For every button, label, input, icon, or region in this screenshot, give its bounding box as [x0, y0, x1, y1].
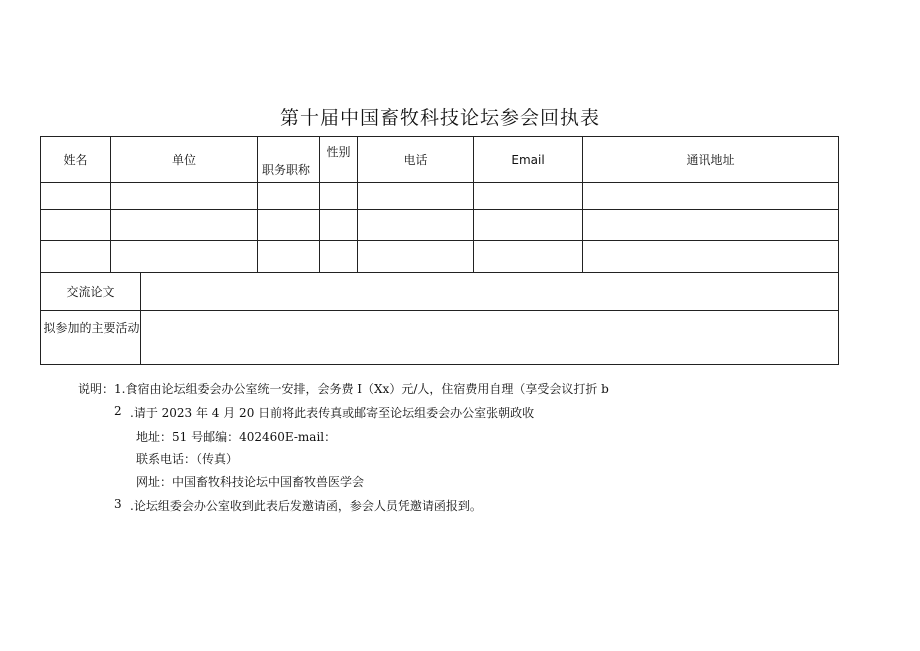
header-job-title: [258, 137, 320, 183]
cell-address[interactable]: [583, 183, 839, 210]
cell-phone[interactable]: [358, 241, 474, 273]
activities-row: [41, 311, 839, 365]
cell-email[interactable]: [474, 210, 583, 241]
address-line: 地址：51 号邮编：402460E-mail：: [136, 430, 337, 444]
cell-address[interactable]: [583, 241, 839, 273]
paper-row: [41, 273, 839, 311]
website-line: 网址：中国畜牧科技论坛中国畜牧兽医学会: [136, 475, 365, 489]
paper-field[interactable]: [141, 273, 839, 311]
cell-name[interactable]: [41, 183, 111, 210]
activities-label: 拟参加的主要活动: [41, 311, 141, 365]
table-row: [41, 183, 839, 210]
cell-job-title[interactable]: [258, 183, 320, 210]
table-row: [41, 241, 839, 273]
cell-email[interactable]: [474, 241, 583, 273]
header-address: 通讯地址: [583, 137, 839, 183]
cell-phone[interactable]: [358, 183, 474, 210]
activities-field[interactable]: [141, 311, 839, 365]
paper-label: 交流论文: [41, 273, 141, 311]
cell-gender[interactable]: [320, 241, 358, 273]
registration-table: [40, 136, 839, 365]
cell-address[interactable]: [583, 210, 839, 241]
header-unit: 单位: [111, 137, 258, 183]
note-2: .请于 2023 年 4 月 20 日前将此表传真或邮寄至论坛组委会办公室张朝政收: [130, 406, 535, 420]
note-1: 说明：1.食宿由论坛组委会办公室统一安排，会务费 I（Xx）元/人，住宿费用自理（享受会议打折 b: [78, 382, 609, 396]
cell-gender[interactable]: [320, 210, 358, 241]
cell-unit[interactable]: [111, 210, 258, 241]
header-gender-text: 性别: [326, 145, 351, 159]
note-3-number: 3: [114, 497, 122, 511]
header-email: Email: [474, 137, 583, 183]
header-name: 姓名: [41, 137, 111, 183]
cell-job-title[interactable]: [258, 241, 320, 273]
cell-phone[interactable]: [358, 210, 474, 241]
cell-name[interactable]: [41, 210, 111, 241]
phone-line: 联系电话：（传真）: [136, 452, 239, 466]
cell-unit[interactable]: [111, 183, 258, 210]
note-3: .论坛组委会办公室收到此表后发邀请函，参会人员凭邀请函报到。: [130, 499, 482, 513]
note-2-number: 2: [114, 404, 122, 418]
header-job-title-text: 职务职称: [262, 163, 311, 177]
cell-job-title[interactable]: [258, 210, 320, 241]
cell-name[interactable]: [41, 241, 111, 273]
table-row: [41, 210, 839, 241]
form-title: 第十届中国畜牧科技论坛参会回执表: [279, 107, 600, 129]
cell-gender[interactable]: [320, 183, 358, 210]
cell-unit[interactable]: [111, 241, 258, 273]
header-phone: 电话: [358, 137, 474, 183]
cell-email[interactable]: [474, 183, 583, 210]
header-row: [41, 137, 839, 183]
header-gender: [320, 137, 358, 183]
